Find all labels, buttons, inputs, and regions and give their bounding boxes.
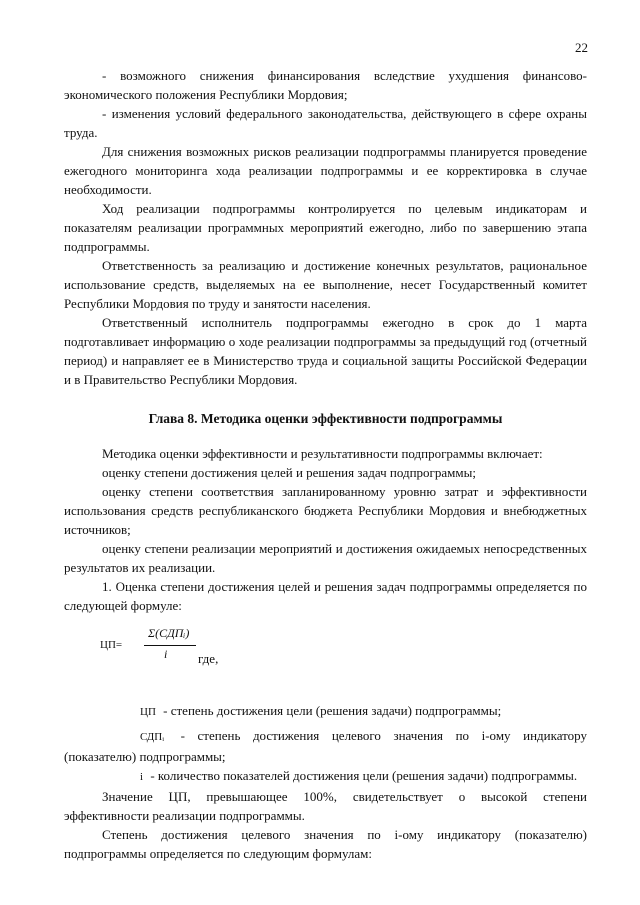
paragraph: - возможного снижения финансирования вследствие ухудшения финансово-экономического положения Республики Мордовия; bbox=[64, 68, 587, 102]
definitions bbox=[64, 701, 587, 787]
paragraph: Методика оценки эффективности и результативности подпрограммы включает: bbox=[102, 446, 543, 461]
definition-item bbox=[64, 726, 587, 766]
fraction-bar bbox=[144, 645, 196, 646]
paragraph: Значение ЦП, превышающее 100%, свидетельствует о высокой степени эффективности реализации подпрограммы. bbox=[64, 789, 587, 823]
definition-symbol: i bbox=[140, 771, 144, 783]
paragraph: оценку степени соответствия запланированному уровню затрат и эффективности использования средств республиканского бюджета Республики Мордовия и внебюджетных источников; bbox=[64, 484, 587, 537]
definition-symbol: СДПᵢ bbox=[140, 731, 165, 743]
definition-text: - количество показателей достижения цели (решения задачи) подпрограммы. bbox=[150, 768, 578, 783]
definition-text: - степень достижения целевого значения по i-ому индикатору (показателю) подпрограммы; bbox=[64, 728, 587, 764]
formula-cp bbox=[64, 621, 587, 691]
chapter-title: Глава 8. Методика оценки эффективности подпрограммы bbox=[148, 411, 503, 426]
paragraph: оценку степени достижения целей и решения задач подпрограммы; bbox=[102, 465, 476, 480]
paragraph: Ответственный исполнитель подпрограммы ежегодно в срок до 1 марта подготавливает информацию о ходе реализации подпрограммы за предыдущий год (отчетный период) и направляет ее в Министерство труда и социальной защиты Российской Федерации и в Правительство Республики Мордовия. bbox=[64, 315, 587, 387]
definition-symbol: ЦП bbox=[140, 706, 156, 718]
formula-numerator: Σ(СДПᵢ) bbox=[148, 626, 190, 640]
page-number: 22 bbox=[575, 40, 588, 55]
paragraph: Ход реализации подпрограммы контролируется по целевым индикаторам и показателям реализации программных мероприятий ежегодно, либо по завершению этапа подпрограммы. bbox=[64, 201, 587, 254]
paragraph: 1. Оценка степени достижения целей и решения задач подпрограммы определяется по следующей формуле: bbox=[64, 579, 587, 613]
definition-item bbox=[64, 701, 587, 722]
document-body bbox=[64, 66, 587, 863]
paragraph: - изменения условий федерального законодательства, действующего в сфере охраны труда. bbox=[64, 106, 587, 140]
paragraph: Для снижения возможных рисков реализации подпрограммы планируется проведение ежегодного мониторинга хода реализации подпрограммы и ее корректировка в случае необходимости. bbox=[64, 144, 587, 197]
formula-denominator: i bbox=[164, 647, 168, 661]
formula-lhs: ЦП= bbox=[100, 639, 123, 651]
paragraph: Степень достижения целевого значения по i-ому индикатору (показателю) подпрограммы определяется по следующим формулам: bbox=[64, 827, 587, 861]
paragraph: Ответственность за реализацию и достижение конечных результатов, рациональное использование средств, выделяемых на ее выполнение, несет Государственный комитет Республики Мордовия по труду и занятости населения. bbox=[64, 258, 587, 311]
definition-text: - степень достижения цели (решения задачи) подпрограммы; bbox=[163, 703, 502, 718]
definition-item bbox=[64, 766, 587, 787]
paragraph: оценку степени реализации мероприятий и достижения ожидаемых непосредственных результатов их реализации. bbox=[64, 541, 587, 575]
formula-where: где, bbox=[198, 651, 219, 666]
